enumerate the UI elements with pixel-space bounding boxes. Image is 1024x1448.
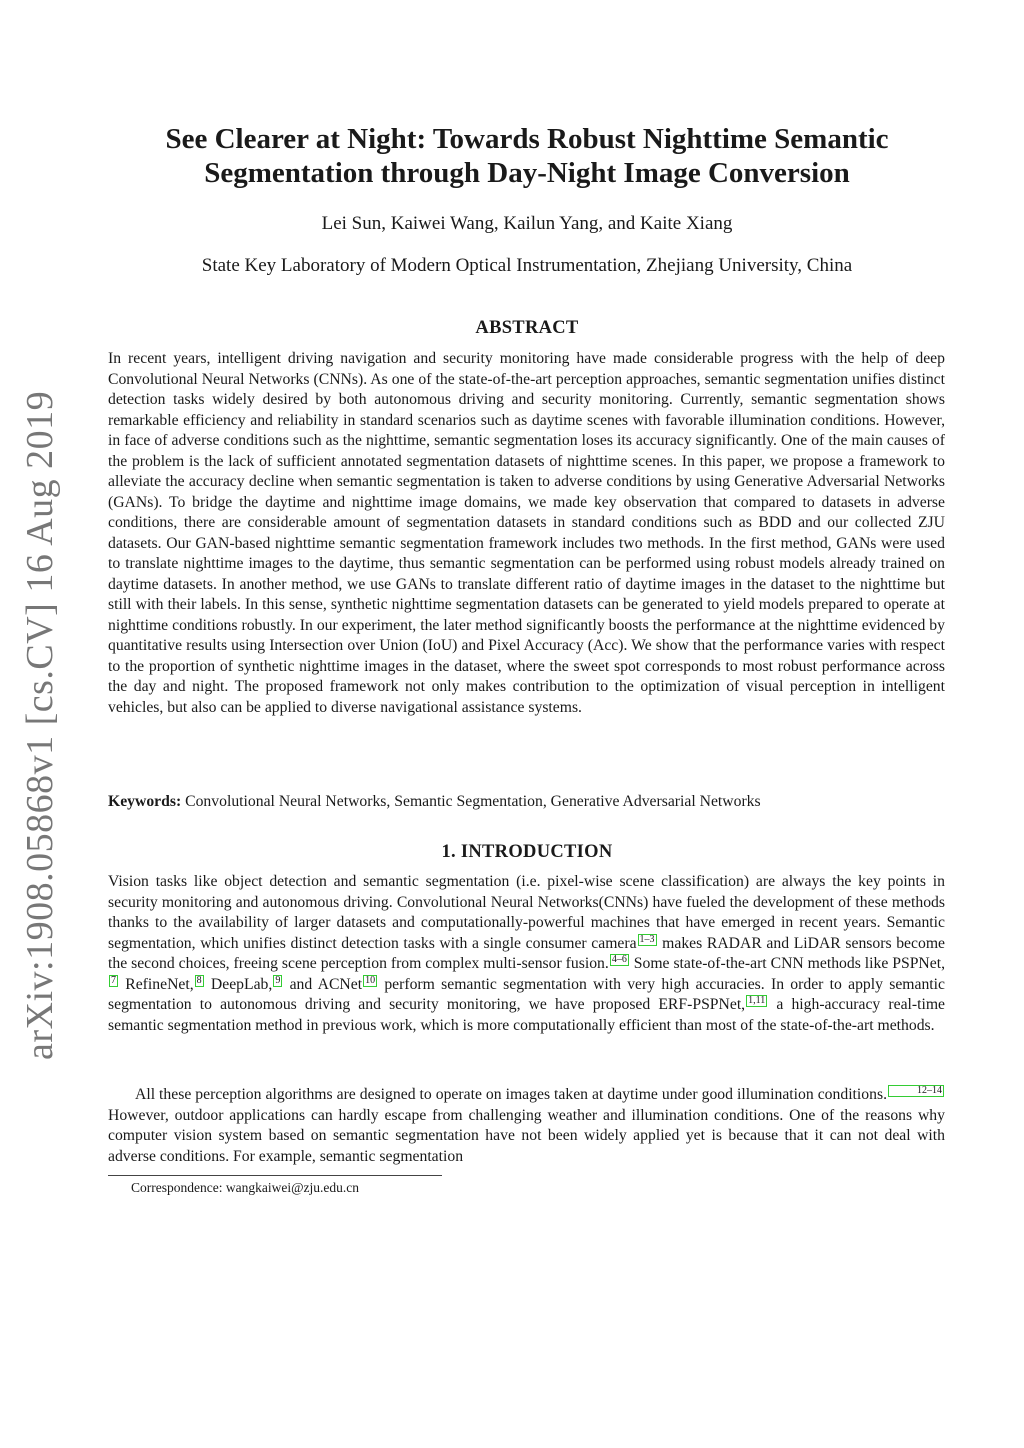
keywords-label: Keywords: — [108, 793, 182, 810]
intro-p1-text-a: Vision tasks like object detection and semantic segmentation (i.e. pixel-wise scene classification) are always the key points in security monitoring and autonomous driving. Convolutional Neural Networks(CNNs) have fueled the development of these methods thanks to the availability of larger datasets and computationally-powerful machines that have emerged in recent years. Semantic segmentation, which unifies distinct detection tasks with a single consumer camera — [108, 873, 945, 952]
citation-link[interactable]: 9 — [275, 974, 281, 986]
intro-p2-text-b: However, outdoor applications can hardly escape from challenging weather and illumination conditions. One of the reasons why computer vision system based on semantic segmentation have not been widely applied yet is because that it can not deal with adverse conditions. For example, semantic segmentation — [108, 1106, 945, 1165]
keywords — [108, 792, 945, 813]
intro-p1-text-e: DeepLab, — [204, 975, 273, 993]
paper-title — [108, 122, 946, 190]
intro-paragraph-2 — [108, 1085, 945, 1167]
keywords-text: Convolutional Neural Networks, Semantic Segmentation, Generative Adversarial Networks — [185, 793, 761, 810]
intro-p1-text-d: RefineNet, — [119, 975, 194, 993]
intro-p1-text-f: and ACNet — [283, 975, 363, 993]
intro-p1-text-g: perform semantic segmentation with very high accuracies. In order to apply semantic segmentation to autonomous driving and security monitoring, we have proposed ERF-PSPNet, — [108, 975, 945, 1013]
citation-link[interactable]: 4–6 — [611, 954, 627, 965]
title-line-2: Segmentation through Day-Night Image Conversion — [204, 157, 850, 189]
author-list: Lei Sun, Kaiwei Wang, Kailun Yang, and Kaite Xiang — [321, 213, 733, 234]
citation-link[interactable]: 1–3 — [639, 933, 655, 945]
correspondence-footnote: Correspondence: wangkaiwei@zju.edu.cn — [131, 1180, 359, 1195]
citation-link[interactable]: 1,11 — [748, 995, 766, 1006]
arxiv-margin-id: arXiv:1908.05868v1 [cs.CV] 16 Aug 2019 — [19, 390, 61, 1060]
intro-p1-text-h: a high-accuracy real-time semantic segmentation method in previous work, which is more computationally efficient than most of the state-of-the-art methods. — [108, 996, 946, 1034]
intro-paragraph-1 — [108, 872, 945, 1036]
introduction-heading: 1. INTRODUCTION — [441, 842, 613, 862]
affiliation: State Key Laboratory of Modern Optical Instrumentation, Zhejiang University, China — [201, 255, 853, 276]
citation-link[interactable]: 7 — [111, 974, 116, 986]
intro-p1-text-c: Some state-of-the-art CNN methods like PSPNet, — [629, 955, 946, 972]
abstract-heading: ABSTRACT — [475, 318, 579, 338]
abstract-text: In recent years, intelligent driving navigation and security monitoring have made considerable progress with the help of deep Convolutional Neural Networks (CNNs). As one of the state-of-the-art perception approaches, semantic segmentation unifies distinct detection tasks widely desired by both autonomous driving and security monitoring. Currently, semantic segmentation shows remarkable efficiency and reliability in standard scenarios such as daytime scenes with favorable illumination conditions. However, in face of adverse conditions such as the nighttime, semantic segmentation loses its accuracy significantly. One of the main causes of the problem is the lack of sufficient annotated segmentation datasets of nighttime scenes. In this paper, we propose a framework to alleviate the accuracy decline when semantic segmentation is taken to adverse conditions by using Generative Adversarial Networks (GANs). To bridge the daytime and nighttime image domains, we made key observation that compared to datasets in adverse conditions, there are considerable amount of segmentation datasets in standard conditions such as BDD and our collected ZJU datasets. Our GAN-based nighttime semantic segmentation framework includes two methods. In the first method, GANs were used to translate nighttime images to the daytime, thus semantic segmentation can be performed using robust models already trained on daytime datasets. In another method, we use GANs to translate different ratio of daytime images in the dataset to the nighttime but still with their labels. In this sense, synthetic nighttime segmentation datasets can be generated to yield models prepared to operate at nighttime conditions robustly. In our experiment, the later method significantly boosts the performance at the nighttime evidenced by quantitative results using Intersection over Union (IoU) and Pixel Accuracy (Acc). We show that the performance varies with respect to the proportion of synthetic nighttime images in the dataset, where the sweet spot corresponds to most robust performance across the day and night. The proposed framework not only makes contribution to the optimization of visual perception in intelligent vehicles, but also can be applied to diverse navigational assistance systems. — [108, 350, 945, 716]
citation-link[interactable]: 12–14 — [888, 1085, 944, 1097]
footnote-divider — [108, 1175, 442, 1176]
citation-link[interactable]: 10 — [365, 974, 376, 986]
citation-link[interactable]: 8 — [196, 974, 202, 986]
intro-p1-text-b: makes RADAR and LiDAR sensors become the second choices, freeing scene perception from complex multi-sensor fusion. — [108, 934, 945, 972]
title-line-1: See Clearer at Night: Towards Robust Nighttime Semantic — [165, 123, 889, 155]
intro-p2-text-a: All these perception algorithms are designed to operate on images taken at daytime under good illumination conditions. — [135, 1086, 887, 1103]
